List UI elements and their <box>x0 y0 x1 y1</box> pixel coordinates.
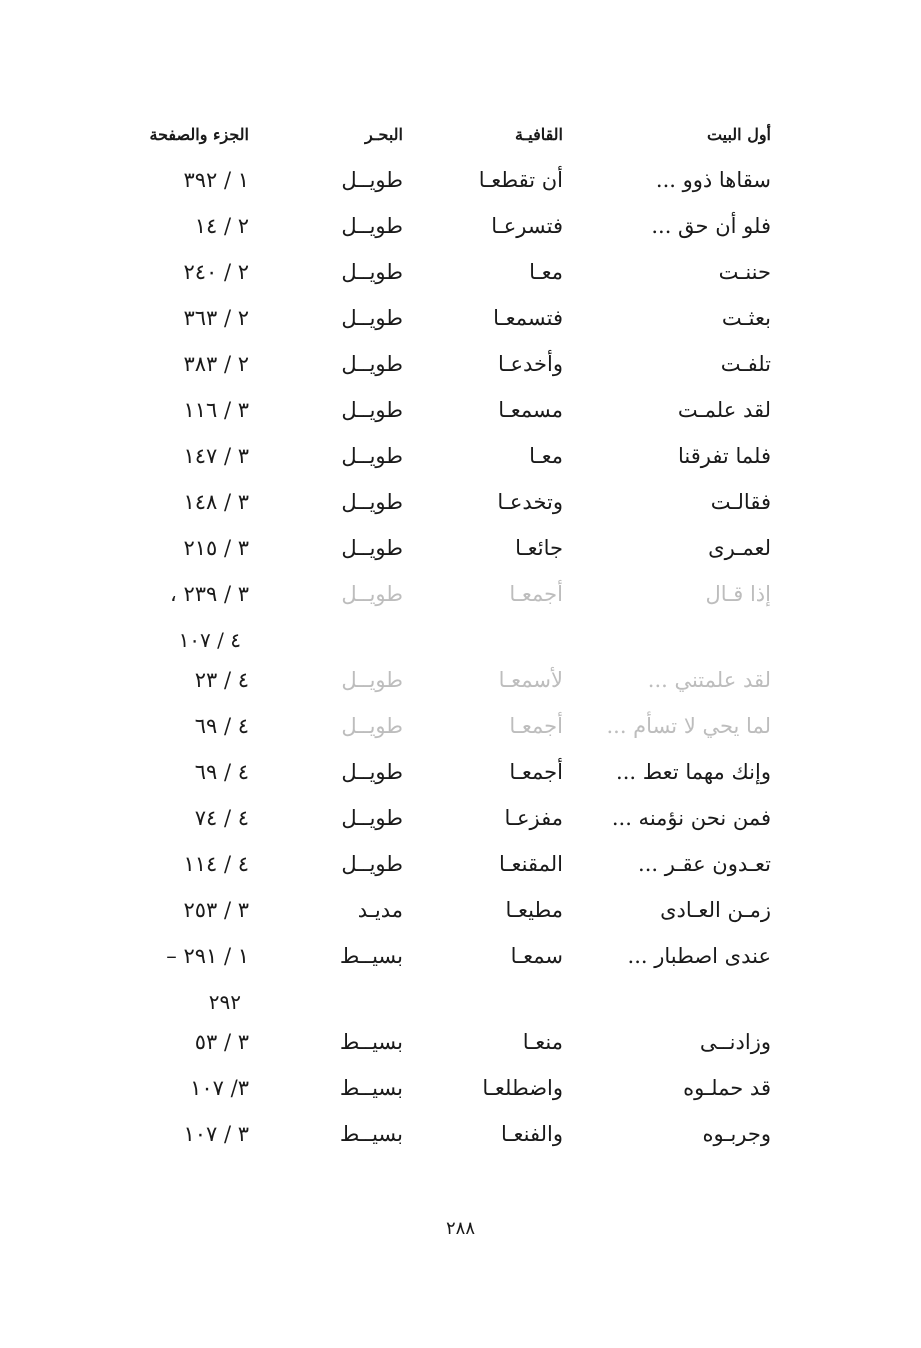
volume-page-cell: ٣/ ١٠٧ <box>190 1076 249 1100</box>
table-body <box>0 168 921 1168</box>
table-row <box>0 944 921 990</box>
meter-cell: طويــل <box>341 444 403 468</box>
rhyme-cell: مطيعـا <box>505 898 563 922</box>
table-row <box>0 1030 921 1076</box>
volume-page-cell: ٣ / ١٠٧ <box>183 1122 249 1146</box>
table-row <box>0 714 921 760</box>
first-line-cell: لقد علمـت <box>677 398 771 422</box>
first-line-cell: بعثـت <box>721 306 771 330</box>
table-row <box>0 444 921 490</box>
volume-page-cell: ١ / ٣٩٢ <box>183 168 249 192</box>
table-row <box>0 352 921 398</box>
volume-page-cell: ٣ / ٥٣ <box>194 1030 249 1054</box>
volume-page-cell: ٢ / ٣٨٣ <box>183 352 249 376</box>
rhyme-cell: مفزعـا <box>504 806 563 830</box>
volume-page-cell: ٣ / ١٤٨ <box>183 490 249 514</box>
first-line-cell: تلفـت <box>720 352 771 376</box>
meter-cell: بسيــط <box>339 1122 403 1146</box>
table-row <box>0 582 921 628</box>
volume-page-cell: ٢ / ١٤ <box>194 214 249 238</box>
table-row <box>0 668 921 714</box>
meter-cell: طويــل <box>341 352 403 376</box>
meter-cell: طويــل <box>341 168 403 192</box>
header-meter: البحـر <box>365 125 403 144</box>
volume-page-cell: ٤ / ٦٩ <box>194 760 249 784</box>
meter-cell: طويــل <box>341 536 403 560</box>
table-row-continuation <box>0 990 921 1030</box>
rhyme-cell: والفنعـا <box>500 1122 563 1146</box>
rhyme-cell: منعـا <box>522 1030 563 1054</box>
meter-cell: بسيــط <box>339 1076 403 1100</box>
rhyme-cell: وتخدعـا <box>497 490 563 514</box>
table-header <box>0 125 921 155</box>
volume-page-cell: ٣ / ٢٥٣ <box>183 898 249 922</box>
volume-page-continuation: ٢٩٢ <box>208 990 241 1014</box>
rhyme-cell: أجمعـا <box>509 582 563 606</box>
header-rhyme: القافيـة <box>514 125 563 144</box>
table-row <box>0 1076 921 1122</box>
table-row <box>0 898 921 944</box>
rhyme-cell: المقنعـا <box>498 852 563 876</box>
first-line-cell: لما يحي لا تسأم ... <box>606 714 771 738</box>
first-line-cell: لقد علمتني ... <box>647 668 771 692</box>
first-line-cell: زمـن العـادى <box>660 898 771 922</box>
rhyme-cell: معـا <box>529 260 563 284</box>
rhyme-cell: أن تقطعـا <box>478 168 563 192</box>
first-line-cell: عندى اصطبار ... <box>627 944 771 968</box>
rhyme-cell: فتسرعـا <box>491 214 563 238</box>
meter-cell: طويــل <box>341 806 403 830</box>
page-number: ٢٨٨ <box>445 1218 475 1239</box>
meter-cell: طويــل <box>341 760 403 784</box>
meter-cell: مديـد <box>357 898 403 922</box>
rhyme-cell: سمعـا <box>510 944 563 968</box>
volume-page-cell: ٢ / ٢٤٠ <box>183 260 249 284</box>
first-line-cell: لعمـرى <box>708 536 771 560</box>
first-line-cell: وإنك مهما تعط ... <box>616 760 771 784</box>
table-row <box>0 398 921 444</box>
table-row <box>0 760 921 806</box>
meter-cell: بسيــط <box>339 1030 403 1054</box>
volume-page-cell: ٣ / ١١٦ <box>183 398 249 422</box>
meter-cell: طويــل <box>341 306 403 330</box>
meter-cell: طويــل <box>341 260 403 284</box>
table-row <box>0 306 921 352</box>
volume-page-cell: ٤ / ٦٩ <box>194 714 249 738</box>
rhyme-cell: أجمعـا <box>509 714 563 738</box>
header-volume-page: الجزء والصفحة <box>149 125 249 144</box>
table-row <box>0 1122 921 1168</box>
table-row <box>0 168 921 214</box>
meter-cell: بسيــط <box>339 944 403 968</box>
volume-page-cell: ٤ / ١١٤ <box>183 852 249 876</box>
table-row <box>0 806 921 852</box>
volume-page-cell: ٤ / ٧٤ <box>194 806 249 830</box>
first-line-cell: سقاها ذوو ... <box>655 168 771 192</box>
volume-page-cell: ٢ / ٣٦٣ <box>183 306 249 330</box>
rhyme-cell: معـا <box>529 444 563 468</box>
first-line-cell: قد حملـوه <box>683 1076 771 1100</box>
volume-page-cell: ٣ / ٢١٥ <box>183 536 249 560</box>
volume-page-continuation: ٤ / ١٠٧ <box>178 628 241 652</box>
volume-page-cell: ٣ / ١٤٧ <box>183 444 249 468</box>
table-row <box>0 490 921 536</box>
rhyme-cell: واضطلعـا <box>482 1076 563 1100</box>
rhyme-cell: أجمعـا <box>509 760 563 784</box>
first-line-cell: فلما تفرقنا <box>677 444 771 468</box>
first-line-cell: وجربـوه <box>702 1122 771 1146</box>
first-line-cell: وزادنــى <box>699 1030 771 1054</box>
rhyme-cell: لأسمعـا <box>498 668 563 692</box>
table-row-continuation <box>0 628 921 668</box>
rhyme-cell: فتسمعـا <box>493 306 563 330</box>
table-row <box>0 260 921 306</box>
meter-cell: طويــل <box>341 852 403 876</box>
meter-cell: طويــل <box>341 490 403 514</box>
first-line-cell: تعـدون عقـر ... <box>638 852 771 876</box>
first-line-cell: فمن نحن نؤمنه ... <box>611 806 771 830</box>
first-line-cell: فلو أن حق ... <box>651 214 771 238</box>
table-row <box>0 536 921 582</box>
meter-cell: طويــل <box>341 398 403 422</box>
rhyme-cell: جائعـا <box>515 536 563 560</box>
rhyme-cell: وأخدعـا <box>497 352 563 376</box>
table-row <box>0 852 921 898</box>
table-row <box>0 214 921 260</box>
first-line-cell: فقالـت <box>710 490 771 514</box>
volume-page-cell: ٣ / ٢٣٩ ، <box>169 582 249 606</box>
header-first-line: أول البيت <box>706 125 771 144</box>
first-line-cell: حننـت <box>718 260 771 284</box>
volume-page-cell: ٤ / ٢٣ <box>194 668 249 692</box>
rhyme-cell: مسمعـا <box>498 398 563 422</box>
meter-cell: طويــل <box>341 714 403 738</box>
meter-cell: طويــل <box>341 214 403 238</box>
first-line-cell: إذا قـال <box>705 582 771 606</box>
meter-cell: طويــل <box>341 668 403 692</box>
volume-page-cell: ١ / ٢٩١ – <box>166 944 249 968</box>
meter-cell: طويــل <box>341 582 403 606</box>
